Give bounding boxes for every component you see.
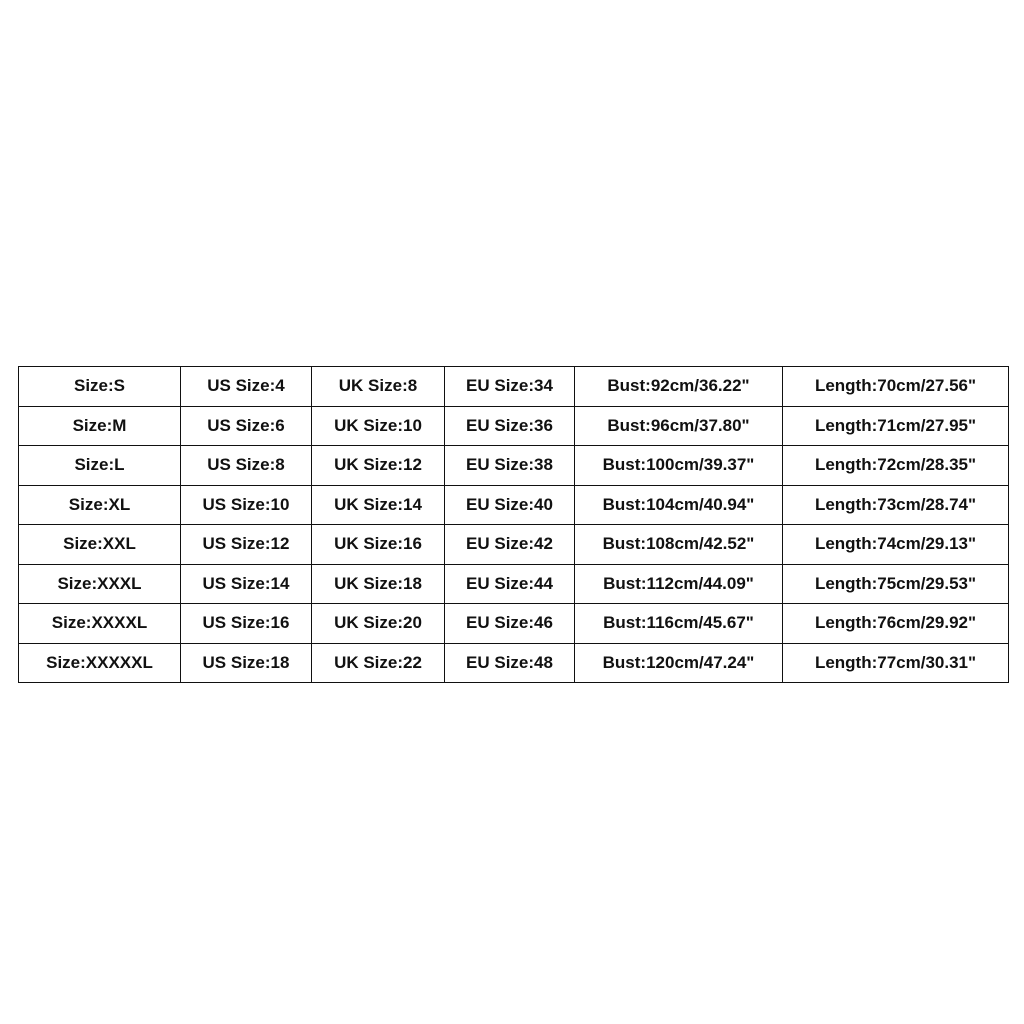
uk-size-cell: UK Size:22 — [312, 643, 445, 683]
size-cell: Size:XXL — [19, 525, 181, 565]
uk-size-cell: UK Size:20 — [312, 604, 445, 644]
table-row — [19, 564, 1009, 604]
size-cell: Size:XXXL — [19, 564, 181, 604]
bust-cell: Bust:104cm/40.94" — [575, 485, 783, 525]
uk-size-cell: UK Size:8 — [312, 367, 445, 407]
size-chart-body — [19, 367, 1009, 683]
table-row — [19, 367, 1009, 407]
table-row — [19, 406, 1009, 446]
eu-size-cell: EU Size:44 — [445, 564, 575, 604]
us-size-cell: US Size:4 — [181, 367, 312, 407]
us-size-cell: US Size:12 — [181, 525, 312, 565]
bust-cell: Bust:120cm/47.24" — [575, 643, 783, 683]
bust-cell: Bust:108cm/42.52" — [575, 525, 783, 565]
bust-cell: Bust:116cm/45.67" — [575, 604, 783, 644]
size-cell: Size:XXXXXL — [19, 643, 181, 683]
size-cell: Size:XL — [19, 485, 181, 525]
eu-size-cell: EU Size:40 — [445, 485, 575, 525]
us-size-cell: US Size:10 — [181, 485, 312, 525]
bust-cell: Bust:100cm/39.37" — [575, 446, 783, 486]
length-cell: Length:74cm/29.13" — [783, 525, 1009, 565]
uk-size-cell: UK Size:10 — [312, 406, 445, 446]
table-row — [19, 525, 1009, 565]
uk-size-cell: UK Size:12 — [312, 446, 445, 486]
size-cell: Size:S — [19, 367, 181, 407]
us-size-cell: US Size:6 — [181, 406, 312, 446]
length-cell: Length:71cm/27.95" — [783, 406, 1009, 446]
eu-size-cell: EU Size:34 — [445, 367, 575, 407]
eu-size-cell: EU Size:42 — [445, 525, 575, 565]
table-row — [19, 643, 1009, 683]
eu-size-cell: EU Size:46 — [445, 604, 575, 644]
uk-size-cell: UK Size:14 — [312, 485, 445, 525]
us-size-cell: US Size:14 — [181, 564, 312, 604]
eu-size-cell: EU Size:36 — [445, 406, 575, 446]
us-size-cell: US Size:18 — [181, 643, 312, 683]
uk-size-cell: UK Size:18 — [312, 564, 445, 604]
eu-size-cell: EU Size:48 — [445, 643, 575, 683]
table-row — [19, 604, 1009, 644]
bust-cell: Bust:96cm/37.80" — [575, 406, 783, 446]
length-cell: Length:72cm/28.35" — [783, 446, 1009, 486]
length-cell: Length:77cm/30.31" — [783, 643, 1009, 683]
size-cell: Size:M — [19, 406, 181, 446]
length-cell: Length:76cm/29.92" — [783, 604, 1009, 644]
size-chart-table — [18, 366, 1009, 683]
bust-cell: Bust:112cm/44.09" — [575, 564, 783, 604]
table-row — [19, 446, 1009, 486]
us-size-cell: US Size:16 — [181, 604, 312, 644]
uk-size-cell: UK Size:16 — [312, 525, 445, 565]
table-row — [19, 485, 1009, 525]
length-cell: Length:70cm/27.56" — [783, 367, 1009, 407]
bust-cell: Bust:92cm/36.22" — [575, 367, 783, 407]
size-cell: Size:L — [19, 446, 181, 486]
length-cell: Length:75cm/29.53" — [783, 564, 1009, 604]
eu-size-cell: EU Size:38 — [445, 446, 575, 486]
length-cell: Length:73cm/28.74" — [783, 485, 1009, 525]
us-size-cell: US Size:8 — [181, 446, 312, 486]
size-cell: Size:XXXXL — [19, 604, 181, 644]
